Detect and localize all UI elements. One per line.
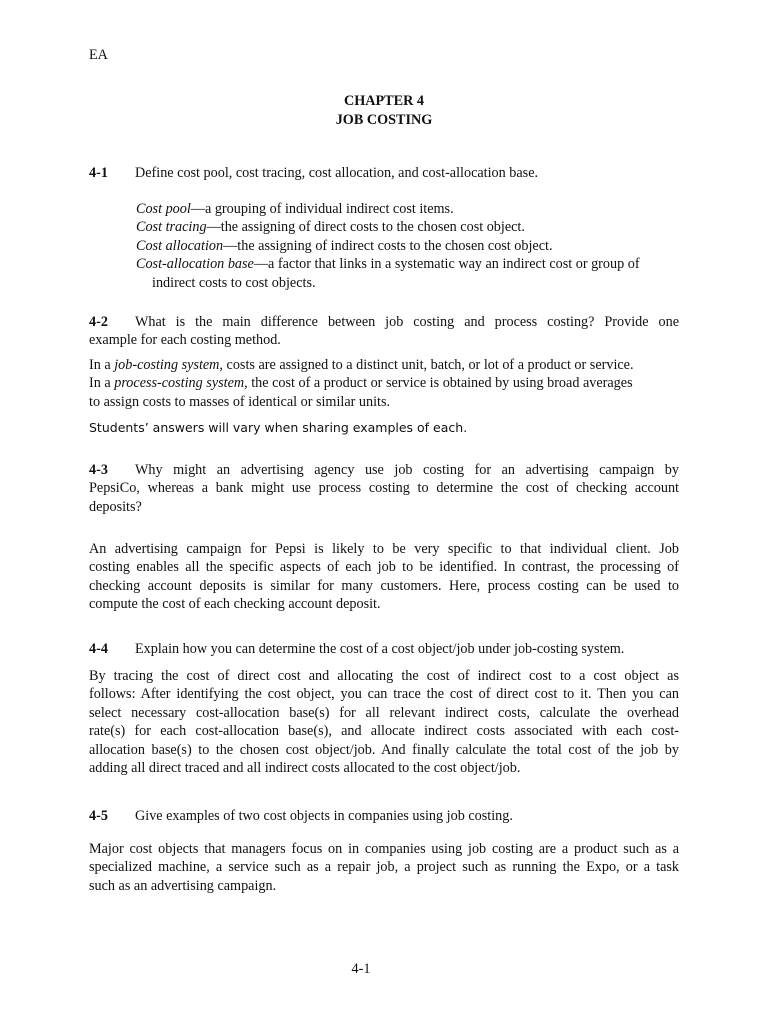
definition-term: Cost pool bbox=[136, 201, 191, 217]
question-line: deposits? bbox=[89, 498, 142, 515]
answer-line: compute the cost of each checking account deposit. bbox=[89, 596, 381, 613]
question-text: What is the main difference between job costing and process costing? Provide one bbox=[135, 314, 679, 330]
question-number: 4-4 bbox=[89, 641, 108, 657]
definition-cost-tracing bbox=[136, 218, 681, 236]
answer-line: rate(s) for each cost-allocation base(s), and allocate indirect costs associated with each cost- bbox=[89, 723, 679, 740]
answer-note: Students’ answers will vary when sharing examples of each. bbox=[89, 420, 468, 435]
question-number: 4-3 bbox=[89, 462, 108, 478]
question-4-2 bbox=[89, 313, 679, 350]
question-4-5 bbox=[89, 807, 679, 827]
question-4-1 bbox=[89, 164, 679, 184]
definition-continuation: indirect costs to cost objects. bbox=[152, 274, 316, 291]
definition-list bbox=[136, 200, 681, 292]
answer-line: to assign costs to masses of identical or similar units. bbox=[89, 393, 391, 410]
answer-term: process-costing system, bbox=[114, 375, 248, 392]
answer-line: follows: After identifying the cost object, you can trace the cost of direct cost to it. Then you can bbox=[89, 686, 679, 703]
definition-term: Cost allocation bbox=[136, 237, 224, 254]
answer-4-3 bbox=[89, 540, 679, 614]
page-number: 4-1 bbox=[351, 961, 371, 977]
answer-line: allocation base(s) to the chosen cost object/job. And finally calculate the total cost of the job by bbox=[89, 741, 679, 758]
answer-line: costing enables all the specific aspects of each job to be identified. In contrast, the processing of bbox=[89, 559, 679, 576]
definition-text: —a grouping of individual indirect cost items. bbox=[190, 201, 454, 217]
chapter-title: JOB COSTING bbox=[335, 112, 433, 128]
definition-cost-allocation-base bbox=[136, 255, 681, 273]
answer-4-2 bbox=[89, 356, 679, 411]
question-number: 4-5 bbox=[89, 808, 108, 824]
header-mark: EA bbox=[89, 47, 108, 63]
answer-line: In a process-costing system, the cost of a product or service is obtained by using broad averages bbox=[89, 375, 633, 392]
definition-cost-pool bbox=[136, 200, 681, 218]
question-4-3 bbox=[89, 461, 679, 516]
question-4-4 bbox=[89, 640, 679, 660]
answer-line: adding all direct traced and all indirect costs allocated to the cost object/job. bbox=[89, 760, 521, 777]
question-number: 4-2 bbox=[89, 314, 108, 330]
question-number: 4-1 bbox=[89, 165, 108, 181]
answer-line: checking account deposits is similar for many customers. Here, process costing can be used to bbox=[89, 577, 679, 594]
answer-line: such as an advertising campaign. bbox=[89, 877, 277, 894]
answer-line: specialized machine, a service such as a repair job, a project such as running the Expo, or a task bbox=[89, 859, 679, 876]
answer-line: An advertising campaign for Pepsi is likely to be very specific to that individual client. Job bbox=[89, 541, 679, 557]
answer-4-4 bbox=[89, 667, 679, 777]
question-text: Define cost pool, cost tracing, cost allocation, and cost-allocation base. bbox=[135, 165, 539, 181]
definition-term: Cost tracing bbox=[136, 219, 207, 236]
question-text: Explain how you can determine the cost of a cost object/job under job-costing system. bbox=[135, 641, 625, 657]
question-line bbox=[89, 461, 679, 479]
definition-text: —the assigning of indirect costs to the chosen cost object. bbox=[223, 237, 553, 254]
answer-4-5 bbox=[89, 840, 679, 895]
answer-line: In a job-costing system, costs are assigned to a distinct unit, batch, or lot of a product or service. bbox=[89, 357, 634, 373]
chapter-number: CHAPTER 4 bbox=[343, 93, 424, 109]
definition-text: —a factor that links in a systematic way an indirect cost or group of bbox=[253, 256, 640, 273]
definition-text: —the assigning of direct costs to the chosen cost object. bbox=[206, 219, 525, 236]
question-line bbox=[89, 313, 679, 331]
answer-line: Major cost objects that managers focus on in companies using job costing are a product such as a bbox=[89, 841, 679, 857]
question-text: Why might an advertising agency use job costing for an advertising campaign by bbox=[135, 462, 679, 478]
answer-line: select necessary cost-allocation base(s) for all relevant indirect costs, calculate the overhead bbox=[89, 704, 679, 721]
definition-cost-allocation bbox=[136, 237, 681, 255]
question-line: PepsiCo, whereas a bank might use process costing to determine the cost of checking account bbox=[89, 480, 679, 497]
definition-term: Cost-allocation base bbox=[136, 256, 254, 273]
question-line: example for each costing method. bbox=[89, 332, 281, 349]
question-text: Give examples of two cost objects in companies using job costing. bbox=[135, 808, 513, 824]
answer-line: By tracing the cost of direct cost and allocating the cost of indirect cost to a cost object as bbox=[89, 668, 679, 684]
answer-term: job-costing system, bbox=[114, 357, 223, 373]
